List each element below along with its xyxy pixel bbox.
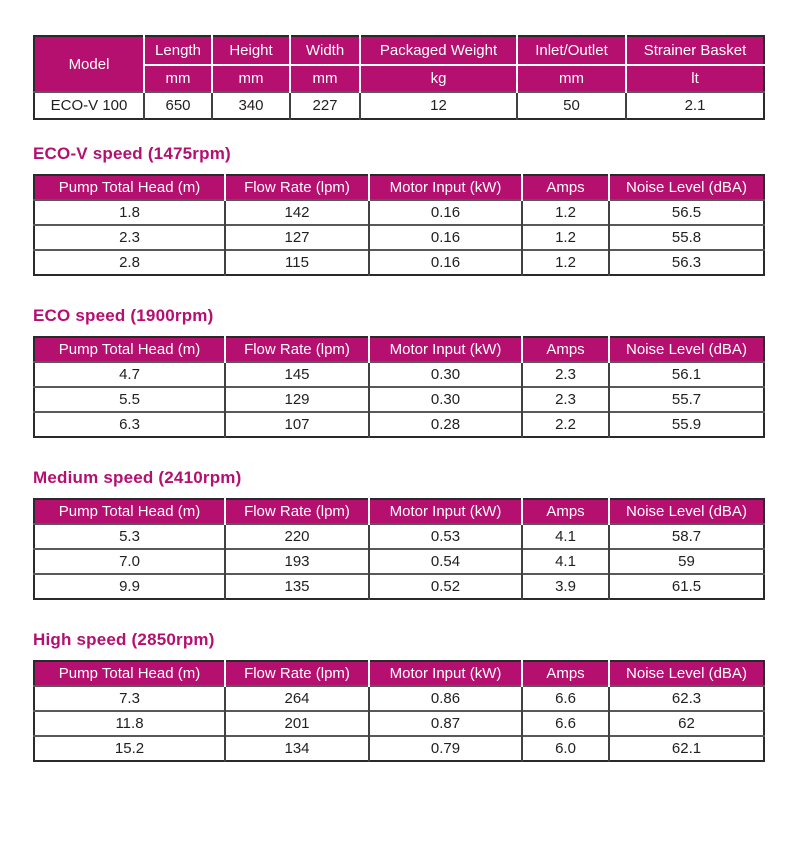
table-cell: 62.1 xyxy=(609,736,764,761)
table-cell: 55.7 xyxy=(609,387,764,412)
table-cell: 0.30 xyxy=(369,387,522,412)
table-cell: 6.6 xyxy=(522,711,609,736)
table-cell: 4.7 xyxy=(34,362,225,387)
speed-column-header: Flow Rate (lpm) xyxy=(225,337,369,362)
table-cell: 7.0 xyxy=(34,549,225,574)
table-cell: 0.16 xyxy=(369,200,522,225)
speed-header-row xyxy=(34,661,764,686)
table-cell: 142 xyxy=(225,200,369,225)
table-row xyxy=(34,250,764,275)
width-value: 227 xyxy=(290,92,360,119)
spec-table xyxy=(33,35,765,120)
speed-column-header: Flow Rate (lpm) xyxy=(225,175,369,200)
table-cell: 145 xyxy=(225,362,369,387)
table-cell: 107 xyxy=(225,412,369,437)
table-cell: 1.2 xyxy=(522,225,609,250)
table-cell: 0.53 xyxy=(369,524,522,549)
width-unit: mm xyxy=(290,65,360,92)
table-cell: 135 xyxy=(225,574,369,599)
table-cell: 5.5 xyxy=(34,387,225,412)
table-row xyxy=(34,362,764,387)
speed-table xyxy=(33,336,765,438)
table-cell: 2.3 xyxy=(522,362,609,387)
speed-column-header: Pump Total Head (m) xyxy=(34,661,225,686)
packaged-weight-value: 12 xyxy=(360,92,517,119)
spec-header-row xyxy=(34,36,764,65)
speed-section-title: Medium speed (2410rpm) xyxy=(33,468,242,487)
table-row xyxy=(34,412,764,437)
inlet-outlet-value: 50 xyxy=(517,92,626,119)
table-cell: 4.1 xyxy=(522,524,609,549)
speed-column-header: Motor Input (kW) xyxy=(369,499,522,524)
table-cell: 127 xyxy=(225,225,369,250)
speed-column-header: Amps xyxy=(522,499,609,524)
speed-column-header: Pump Total Head (m) xyxy=(34,337,225,362)
speed-column-header: Amps xyxy=(522,661,609,686)
speed-column-header: Motor Input (kW) xyxy=(369,661,522,686)
speed-header-row xyxy=(34,337,764,362)
strainer-basket-unit: lt xyxy=(626,65,764,92)
inlet-outlet-unit: mm xyxy=(517,65,626,92)
speed-column-header: Motor Input (kW) xyxy=(369,337,522,362)
speed-column-header: Noise Level (dBA) xyxy=(609,337,764,362)
table-cell: 115 xyxy=(225,250,369,275)
table-cell: 3.9 xyxy=(522,574,609,599)
table-cell: 0.87 xyxy=(369,711,522,736)
speed-column-header: Noise Level (dBA) xyxy=(609,175,764,200)
length-unit: mm xyxy=(144,65,212,92)
speed-table xyxy=(33,174,765,276)
table-row xyxy=(34,686,764,711)
width-column-header: Width xyxy=(290,36,360,65)
table-cell: 1.2 xyxy=(522,250,609,275)
table-cell: 0.86 xyxy=(369,686,522,711)
table-cell: 1.8 xyxy=(34,200,225,225)
table-cell: 5.3 xyxy=(34,524,225,549)
table-cell: 2.2 xyxy=(522,412,609,437)
table-cell: 201 xyxy=(225,711,369,736)
table-cell: 7.3 xyxy=(34,686,225,711)
speed-column-header: Flow Rate (lpm) xyxy=(225,499,369,524)
speed-section xyxy=(33,144,763,276)
speed-section xyxy=(33,630,763,762)
table-cell: 59 xyxy=(609,549,764,574)
strainer-basket-value: 2.1 xyxy=(626,92,764,119)
table-row xyxy=(34,736,764,761)
speed-column-header: Amps xyxy=(522,175,609,200)
speed-header-row xyxy=(34,175,764,200)
inlet-outlet-column-header: Inlet/Outlet xyxy=(517,36,626,65)
speed-section-title: High speed (2850rpm) xyxy=(33,630,215,649)
speed-section xyxy=(33,306,763,438)
model-value: ECO-V 100 xyxy=(34,92,144,119)
table-cell: 0.28 xyxy=(369,412,522,437)
model-column-header: Model xyxy=(34,36,144,92)
table-cell: 0.79 xyxy=(369,736,522,761)
table-cell: 193 xyxy=(225,549,369,574)
speed-column-header: Pump Total Head (m) xyxy=(34,175,225,200)
table-cell: 55.8 xyxy=(609,225,764,250)
table-cell: 0.52 xyxy=(369,574,522,599)
table-cell: 264 xyxy=(225,686,369,711)
height-column-header: Height xyxy=(212,36,290,65)
spec-data-row xyxy=(34,92,764,119)
speed-table xyxy=(33,660,765,762)
length-value: 650 xyxy=(144,92,212,119)
table-row xyxy=(34,711,764,736)
table-cell: 56.5 xyxy=(609,200,764,225)
height-unit: mm xyxy=(212,65,290,92)
table-row xyxy=(34,387,764,412)
table-cell: 0.30 xyxy=(369,362,522,387)
speed-column-header: Pump Total Head (m) xyxy=(34,499,225,524)
table-cell: 6.3 xyxy=(34,412,225,437)
table-cell: 129 xyxy=(225,387,369,412)
table-cell: 6.0 xyxy=(522,736,609,761)
table-cell: 4.1 xyxy=(522,549,609,574)
table-cell: 6.6 xyxy=(522,686,609,711)
table-cell: 134 xyxy=(225,736,369,761)
table-cell: 0.16 xyxy=(369,250,522,275)
speed-section-title: ECO speed (1900rpm) xyxy=(33,306,214,325)
spec-units-row xyxy=(34,65,764,92)
table-row xyxy=(34,549,764,574)
table-cell: 56.3 xyxy=(609,250,764,275)
table-cell: 11.8 xyxy=(34,711,225,736)
speed-column-header: Motor Input (kW) xyxy=(369,175,522,200)
table-cell: 56.1 xyxy=(609,362,764,387)
speed-column-header: Flow Rate (lpm) xyxy=(225,661,369,686)
table-cell: 2.3 xyxy=(522,387,609,412)
speed-column-header: Noise Level (dBA) xyxy=(609,499,764,524)
table-cell: 1.2 xyxy=(522,200,609,225)
speed-column-header: Noise Level (dBA) xyxy=(609,661,764,686)
speed-section-title: ECO-V speed (1475rpm) xyxy=(33,144,231,163)
strainer-basket-column-header: Strainer Basket xyxy=(626,36,764,65)
table-cell: 61.5 xyxy=(609,574,764,599)
table-cell: 2.3 xyxy=(34,225,225,250)
table-row xyxy=(34,200,764,225)
table-cell: 0.54 xyxy=(369,549,522,574)
speed-table xyxy=(33,498,765,600)
packaged-weight-column-header: Packaged Weight xyxy=(360,36,517,65)
speed-header-row xyxy=(34,499,764,524)
table-cell: 62 xyxy=(609,711,764,736)
speed-section xyxy=(33,468,763,600)
table-row xyxy=(34,574,764,599)
table-row xyxy=(34,225,764,250)
speed-column-header: Amps xyxy=(522,337,609,362)
table-cell: 15.2 xyxy=(34,736,225,761)
table-cell: 0.16 xyxy=(369,225,522,250)
table-cell: 55.9 xyxy=(609,412,764,437)
table-cell: 62.3 xyxy=(609,686,764,711)
table-cell: 2.8 xyxy=(34,250,225,275)
table-cell: 220 xyxy=(225,524,369,549)
length-column-header: Length xyxy=(144,36,212,65)
table-cell: 58.7 xyxy=(609,524,764,549)
packaged-weight-unit: kg xyxy=(360,65,517,92)
height-value: 340 xyxy=(212,92,290,119)
table-cell: 9.9 xyxy=(34,574,225,599)
table-row xyxy=(34,524,764,549)
speed-sections xyxy=(33,144,763,762)
